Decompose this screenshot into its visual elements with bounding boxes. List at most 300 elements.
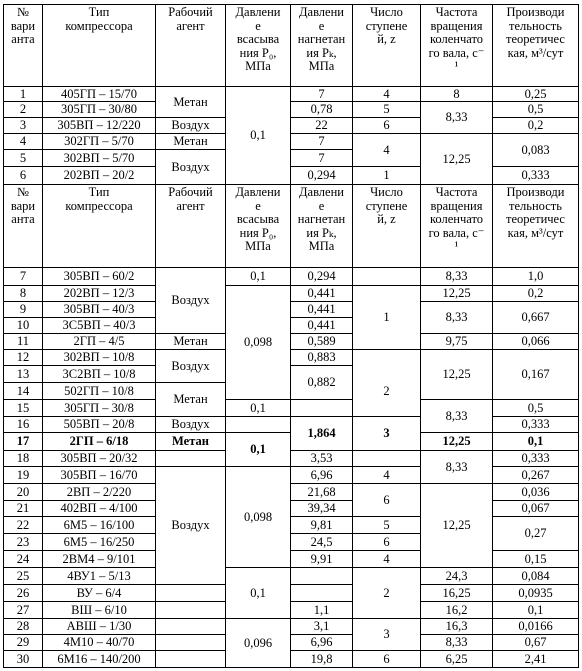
grid-line-h	[492, 567, 579, 568]
header-capacity: Производи тельность теоретичес кая, м³/сут	[506, 5, 565, 60]
grid-line-v	[578, 4, 579, 87]
grid-line-v	[225, 483, 226, 501]
cell-variant-number: 25	[16, 568, 30, 583]
grid-line-v	[3, 184, 4, 268]
grid-line-v	[225, 184, 226, 268]
cell-capacity: 0,267	[521, 467, 550, 482]
grid-line-h	[225, 618, 291, 619]
grid-line-v	[290, 4, 291, 87]
cell-discharge-pressure: 7	[318, 150, 325, 165]
cell-compressor-type: 305ВП – 20/32	[60, 451, 138, 466]
grid-line-v	[492, 117, 493, 134]
grid-line-h	[420, 650, 493, 651]
grid-line-v	[492, 483, 493, 501]
grid-line-v	[3, 567, 4, 585]
grid-line-v	[3, 285, 4, 302]
grid-line-h	[420, 450, 493, 451]
grid-line-v	[492, 86, 493, 102]
grid-line-v	[3, 399, 4, 417]
grid-line-v	[225, 4, 226, 87]
grid-line-h	[420, 133, 493, 134]
grid-line-v	[492, 550, 493, 568]
cell-compressor-type: 6М16 – 140/200	[57, 651, 141, 666]
grid-line-h	[290, 567, 353, 568]
grid-line-v	[352, 301, 353, 318]
grid-line-v	[42, 634, 43, 651]
header-discharge-pressure: Давлени е нагнетан ия Pₖ, МПа	[297, 185, 346, 253]
grid-line-v	[42, 432, 43, 451]
grid-line-v	[420, 399, 421, 417]
grid-line-v	[42, 584, 43, 602]
grid-line-h	[290, 317, 353, 318]
grid-line-v	[42, 317, 43, 334]
grid-line-h	[420, 432, 493, 433]
cell-variant-number: 6	[19, 168, 27, 183]
cell-compressor-type: 202ВП – 20/2	[63, 168, 135, 183]
grid-line-v	[42, 416, 43, 433]
grid-line-h	[290, 601, 353, 602]
grid-line-v	[42, 618, 43, 635]
grid-line-v	[225, 567, 226, 585]
grid-line-h	[290, 584, 353, 585]
grid-line-v	[420, 634, 421, 651]
grid-line-v	[420, 432, 421, 451]
grid-line-v	[352, 567, 353, 585]
grid-line-h	[290, 301, 353, 302]
grid-line-v	[492, 301, 493, 318]
grid-line-h	[352, 483, 421, 484]
cell-crank-frequency: 12,25	[442, 367, 471, 382]
grid-line-v	[225, 333, 226, 350]
cell-compressor-type: 4М10 – 40/70	[63, 635, 135, 650]
grid-line-v	[3, 432, 4, 451]
grid-line-h	[352, 567, 421, 568]
grid-line-v	[352, 601, 353, 619]
grid-line-h	[42, 267, 156, 268]
grid-line-v	[42, 601, 43, 619]
grid-line-h	[290, 184, 353, 185]
grid-line-v	[225, 399, 226, 417]
header-compressor-type: Тип компрессора	[65, 185, 133, 213]
grid-line-v	[155, 382, 156, 400]
grid-line-h	[290, 483, 353, 484]
cell-crank-frequency: 8,33	[445, 635, 468, 650]
cell-suction-pressure: 0,1	[250, 400, 266, 415]
cell-stage-count: 3	[383, 426, 390, 441]
grid-line-h	[420, 267, 493, 268]
grid-line-v	[420, 101, 421, 118]
grid-line-v	[42, 166, 43, 185]
grid-line-v	[578, 267, 579, 286]
cell-variant-number: 30	[16, 651, 30, 666]
grid-line-v	[420, 285, 421, 302]
grid-line-h	[420, 584, 493, 585]
header-variant-number: № вари анта	[10, 185, 36, 226]
grid-line-v	[42, 466, 43, 484]
grid-line-h	[155, 618, 226, 619]
grid-line-v	[290, 550, 291, 568]
grid-line-v	[155, 317, 156, 334]
grid-line-h	[42, 618, 156, 619]
grid-line-h	[352, 466, 421, 467]
grid-line-v	[290, 184, 291, 268]
cell-compressor-type: 302ВП – 10/8	[63, 350, 135, 365]
grid-line-h	[3, 133, 43, 134]
cell-variant-number: 11	[16, 334, 30, 349]
grid-line-h	[42, 285, 156, 286]
cell-variant-number: 27	[16, 602, 30, 617]
grid-line-v	[578, 365, 579, 383]
grid-line-h	[290, 399, 353, 400]
grid-line-h	[3, 166, 43, 167]
grid-line-v	[225, 382, 226, 400]
header-compressor-type: Тип компрессора	[65, 5, 133, 33]
cell-crank-frequency: 8	[453, 87, 460, 101]
grid-line-v	[492, 149, 493, 167]
grid-line-h	[290, 466, 353, 467]
cell-discharge-pressure: 7	[318, 87, 325, 101]
grid-line-v	[155, 349, 156, 366]
grid-line-h	[3, 349, 43, 350]
grid-line-v	[352, 267, 353, 286]
grid-line-h	[3, 618, 43, 619]
grid-line-v	[225, 317, 226, 334]
grid-line-v	[42, 86, 43, 102]
grid-line-v	[420, 4, 421, 87]
grid-line-h	[155, 267, 226, 268]
cell-stage-count: 1	[383, 168, 390, 183]
grid-line-v	[42, 184, 43, 268]
cell-stage-count: 4	[383, 551, 390, 566]
cell-variant-number: 13	[16, 366, 30, 381]
grid-line-v	[225, 416, 226, 433]
grid-line-v	[290, 101, 291, 118]
grid-line-v	[42, 550, 43, 568]
grid-line-v	[225, 533, 226, 551]
cell-capacity: 0,067	[521, 501, 550, 516]
cell-compressor-type: ВУ – 6/4	[76, 585, 122, 600]
grid-line-v	[155, 618, 156, 635]
cell-variant-number: 14	[16, 383, 30, 398]
grid-line-v	[352, 382, 353, 400]
cell-stage-count: 6	[383, 492, 390, 507]
cell-working-agent: Метан	[173, 334, 208, 349]
grid-line-v	[225, 432, 226, 451]
grid-line-v	[578, 584, 579, 602]
grid-line-v	[492, 101, 493, 118]
cell-stage-count: 6	[383, 534, 390, 549]
grid-line-h	[492, 117, 579, 118]
grid-line-h	[290, 133, 353, 134]
grid-line-v	[352, 550, 353, 568]
cell-compressor-type: 405ГП – 15/70	[61, 87, 137, 101]
grid-line-v	[578, 432, 579, 451]
grid-line-v	[225, 516, 226, 534]
grid-line-v	[352, 285, 353, 302]
cell-compressor-type: 302ВП – 5/70	[63, 150, 135, 165]
grid-line-h	[492, 301, 579, 302]
grid-line-v	[3, 133, 4, 150]
grid-line-v	[420, 133, 421, 150]
grid-line-v	[155, 416, 156, 433]
grid-line-h	[492, 184, 579, 185]
cell-discharge-pressure: 24,5	[310, 534, 333, 549]
grid-line-h	[155, 584, 226, 585]
grid-line-v	[155, 567, 156, 585]
grid-line-v	[578, 349, 579, 366]
grid-line-h	[3, 382, 43, 383]
grid-line-v	[578, 601, 579, 619]
grid-line-h	[42, 650, 156, 651]
grid-line-h	[3, 86, 43, 87]
grid-line-v	[352, 500, 353, 517]
grid-line-h	[492, 584, 579, 585]
grid-line-v	[155, 133, 156, 150]
cell-crank-frequency: 24,3	[445, 568, 468, 583]
grid-line-h	[290, 101, 353, 102]
grid-line-h	[492, 166, 579, 167]
grid-line-h	[3, 601, 43, 602]
header-suction-pressure: Давлени е всасыва ния P₀, МПа	[235, 5, 281, 73]
grid-line-v	[492, 533, 493, 551]
cell-stage-count: 2	[383, 383, 390, 398]
grid-line-v	[352, 365, 353, 383]
grid-line-h	[290, 333, 353, 334]
grid-line-h	[155, 333, 226, 334]
grid-line-h	[42, 101, 156, 102]
grid-line-v	[578, 133, 579, 150]
grid-line-h	[155, 133, 226, 134]
grid-line-h	[492, 466, 579, 467]
grid-line-h	[42, 450, 156, 451]
cell-variant-number: 3	[19, 118, 27, 133]
grid-line-v	[492, 349, 493, 366]
grid-line-h	[352, 184, 421, 185]
grid-line-v	[42, 399, 43, 417]
grid-line-v	[42, 285, 43, 302]
cell-capacity: 0,0935	[518, 585, 553, 600]
grid-line-v	[42, 349, 43, 366]
grid-line-v	[290, 450, 291, 467]
cell-discharge-pressure: 21,68	[307, 484, 336, 499]
grid-line-h	[492, 450, 579, 451]
grid-line-v	[420, 166, 421, 185]
grid-line-h	[42, 634, 156, 635]
grid-line-v	[155, 516, 156, 534]
grid-line-v	[155, 86, 156, 102]
grid-line-h	[3, 634, 43, 635]
grid-line-v	[42, 450, 43, 467]
cell-compressor-type: 2ГП – 6/18	[69, 434, 129, 449]
grid-line-v	[155, 285, 156, 302]
grid-line-h	[42, 117, 156, 118]
grid-line-h	[155, 466, 226, 467]
grid-line-v	[420, 650, 421, 668]
grid-line-h	[290, 285, 353, 286]
grid-line-v	[42, 101, 43, 118]
grid-line-v	[420, 618, 421, 635]
grid-line-v	[492, 166, 493, 185]
grid-line-v	[492, 634, 493, 651]
cell-crank-frequency: 9,75	[445, 334, 468, 349]
cell-discharge-pressure: 0,441	[307, 286, 336, 301]
grid-line-v	[225, 634, 226, 651]
cell-capacity: 0,5	[527, 102, 544, 117]
grid-line-v	[290, 382, 291, 400]
grid-line-v	[352, 166, 353, 185]
cell-stage-count: 1	[383, 310, 390, 325]
grid-line-v	[290, 86, 291, 102]
cell-working-agent: Воздух	[171, 293, 210, 308]
cell-variant-number: 1	[19, 87, 27, 101]
grid-line-h	[42, 349, 156, 350]
cell-stage-count: 6	[383, 118, 390, 133]
grid-line-h	[3, 333, 43, 334]
cell-variant-number: 4	[19, 134, 27, 149]
grid-line-v	[492, 432, 493, 451]
cell-variant-number: 24	[16, 551, 30, 566]
grid-line-v	[352, 184, 353, 268]
cell-crank-frequency: 6,25	[445, 651, 468, 666]
cell-capacity: 0,667	[521, 310, 550, 325]
grid-line-v	[42, 382, 43, 400]
grid-line-h	[155, 650, 226, 651]
grid-line-v	[420, 349, 421, 366]
grid-line-h	[492, 267, 579, 268]
grid-line-v	[225, 101, 226, 118]
cell-variant-number: 19	[16, 467, 30, 482]
grid-line-h	[3, 650, 43, 651]
cell-working-agent: Метан	[173, 94, 208, 109]
cell-capacity: 2,41	[524, 651, 547, 666]
grid-line-h	[225, 184, 291, 185]
grid-line-v	[492, 267, 493, 286]
grid-line-v	[578, 149, 579, 167]
cell-compressor-type: ВШ – 6/10	[71, 602, 127, 617]
grid-line-v	[42, 133, 43, 150]
grid-line-h	[225, 432, 291, 433]
grid-line-h	[225, 267, 291, 268]
grid-line-h	[290, 349, 353, 350]
grid-line-v	[492, 382, 493, 400]
grid-line-v	[352, 650, 353, 668]
grid-line-h	[42, 333, 156, 334]
grid-line-v	[352, 133, 353, 150]
grid-line-v	[290, 267, 291, 286]
grid-line-v	[420, 601, 421, 619]
grid-line-h	[492, 432, 579, 433]
grid-line-v	[578, 567, 579, 585]
grid-line-v	[3, 333, 4, 350]
cell-crank-frequency: 12,25	[442, 518, 471, 533]
header-stage-count: Число ступене й, z	[365, 185, 408, 226]
cell-stage-count: 5	[383, 517, 390, 532]
grid-line-v	[155, 466, 156, 484]
grid-line-h	[290, 634, 353, 635]
grid-line-v	[492, 618, 493, 635]
grid-line-v	[352, 466, 353, 484]
grid-line-h	[42, 432, 156, 433]
grid-line-v	[578, 317, 579, 334]
cell-variant-number: 29	[16, 635, 30, 650]
cell-capacity: 0,066	[521, 334, 550, 349]
grid-line-v	[290, 149, 291, 167]
cell-variant-number: 22	[16, 517, 30, 532]
grid-line-v	[578, 634, 579, 651]
cell-suction-pressure: 0,1	[250, 269, 266, 284]
grid-line-v	[492, 333, 493, 350]
cell-compressor-type: 3С5ВП – 40/3	[62, 318, 136, 333]
grid-line-v	[225, 301, 226, 318]
grid-line-v	[578, 86, 579, 102]
grid-line-v	[42, 301, 43, 318]
grid-line-h	[420, 618, 493, 619]
header-suction-pressure: Давлени е всасыва ния P₀, МПа	[235, 185, 281, 253]
header-stage-count: Число ступене й, z	[365, 5, 408, 46]
grid-line-v	[225, 618, 226, 635]
grid-line-v	[3, 317, 4, 334]
grid-line-h	[3, 450, 43, 451]
grid-line-h	[420, 301, 493, 302]
grid-line-h	[3, 101, 43, 102]
grid-line-v	[290, 285, 291, 302]
grid-line-v	[155, 533, 156, 551]
grid-line-h	[155, 634, 226, 635]
grid-line-v	[492, 584, 493, 602]
grid-line-h	[290, 267, 353, 268]
grid-line-h	[225, 86, 291, 87]
grid-line-v	[155, 4, 156, 87]
grid-line-v	[578, 650, 579, 668]
grid-line-v	[420, 365, 421, 383]
grid-line-v	[420, 184, 421, 268]
header-variant-number: № вари анта	[10, 5, 36, 46]
grid-line-h	[3, 267, 43, 268]
grid-line-h	[225, 416, 291, 417]
cell-compressor-type: 305ВП – 12/220	[57, 118, 141, 133]
cell-compressor-type: 402ВП – 4/100	[60, 501, 138, 516]
grid-line-v	[492, 500, 493, 517]
cell-capacity: 0,333	[521, 168, 550, 183]
grid-line-v	[290, 584, 291, 602]
grid-line-h	[225, 466, 291, 467]
cell-crank-frequency: 16,25	[442, 585, 471, 600]
grid-line-v	[225, 86, 226, 102]
grid-line-v	[155, 432, 156, 451]
header-discharge-pressure: Давлени е нагнетан ия Pₖ, МПа	[297, 5, 346, 73]
grid-line-v	[352, 483, 353, 501]
grid-line-h	[352, 101, 421, 102]
grid-line-h	[492, 550, 579, 551]
grid-line-h	[3, 533, 43, 534]
grid-line-v	[492, 516, 493, 534]
grid-line-h	[420, 567, 493, 568]
grid-line-v	[352, 349, 353, 366]
cell-stage-count: 4	[383, 142, 390, 157]
cell-discharge-pressure: 0,589	[307, 334, 336, 349]
grid-line-h	[42, 584, 156, 585]
grid-line-h	[492, 634, 579, 635]
grid-line-v	[578, 117, 579, 134]
cell-compressor-type: 305ВП – 16/70	[60, 467, 138, 482]
grid-line-v	[352, 432, 353, 451]
grid-line-v	[290, 618, 291, 635]
cell-variant-number: 2	[19, 102, 27, 117]
grid-line-v	[290, 365, 291, 383]
grid-line-v	[225, 149, 226, 167]
grid-line-v	[492, 133, 493, 150]
grid-line-h	[42, 399, 156, 400]
